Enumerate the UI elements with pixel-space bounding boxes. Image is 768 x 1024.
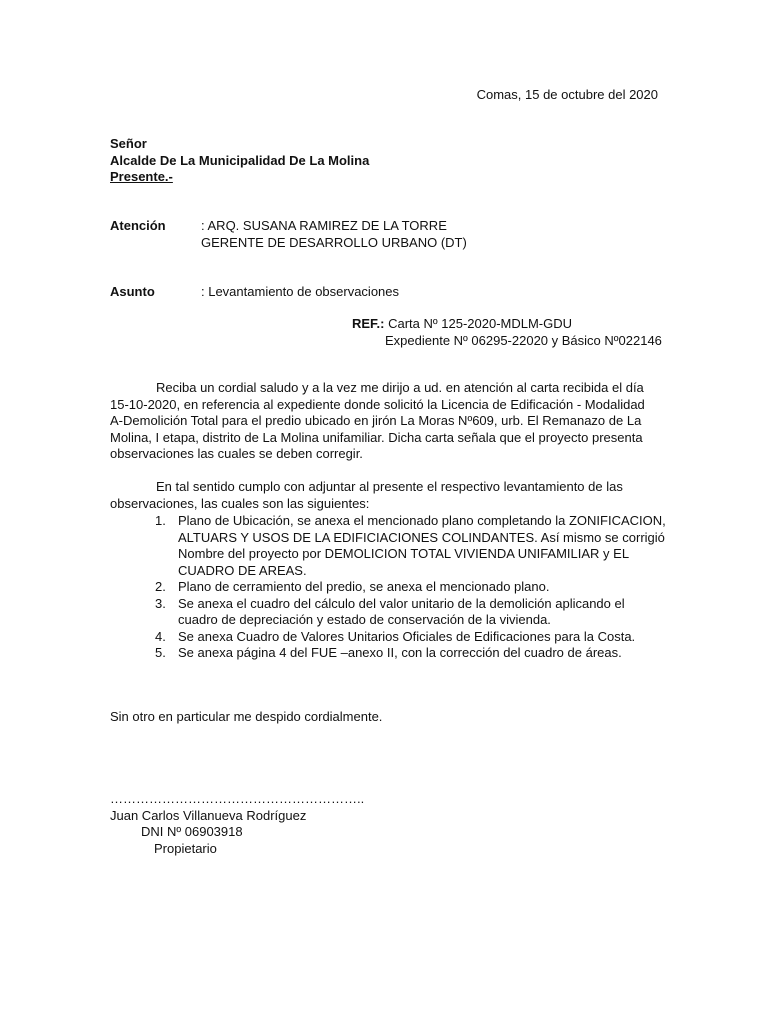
list-item-line: Plano de Ubicación, se anexa el mencionado plano completando la ZONIFICACION,: [178, 513, 666, 528]
list-item: [110, 629, 670, 646]
list-item-number: 5.: [155, 645, 166, 660]
paragraph-line: 15-10-2020, en referencia al expediente donde solicitó la Licencia de Edificación - Modalidad: [110, 396, 645, 412]
list-item-line: Se anexa página 4 del FUE –anexo II, con la corrección del cuadro de áreas.: [178, 645, 622, 660]
list-item-line: CUADRO DE AREAS.: [178, 562, 307, 578]
list-item-line: cuadro de depreciación y estado de conservación de la vivienda.: [178, 612, 551, 627]
reference-label: REF.:: [352, 316, 385, 331]
observations-list: [110, 513, 670, 662]
letter-date: Comas, 15 de octubre del 2020: [476, 87, 658, 102]
list-item-line: Se anexa el cuadro del cálculo del valor unitario de la demolición aplicando el: [178, 595, 625, 611]
paragraph-line: observaciones, las cuales son las siguientes:: [110, 495, 370, 511]
reference-line-1: [352, 316, 662, 333]
recipient-name: Alcalde De La Municipalidad De La Molina: [110, 152, 370, 168]
signature-block: [110, 791, 364, 857]
recipient-block: [110, 136, 369, 186]
list-item-line: ALTUARS Y USOS DE LA EDIFICIACIONES COLINDANTES. Así mismo se corrigió: [178, 529, 665, 545]
list-item-number: 3.: [155, 595, 166, 611]
list-item: [110, 645, 670, 662]
paragraph-line: Molina, I etapa, distrito de La Molina unifamiliar. Dicha carta señala que el proyecto presenta: [110, 429, 643, 445]
body-paragraph-1: [110, 380, 660, 463]
attention-line: GERENTE DE DESARROLLO URBANO (DT): [201, 234, 467, 250]
subject-label: Asunto: [110, 284, 155, 299]
recipient-salutation: Señor: [110, 136, 147, 151]
list-item-number: 4.: [155, 628, 166, 644]
list-item-number: 1.: [155, 513, 166, 528]
list-item: [110, 579, 670, 596]
closing-text: Sin otro en particular me despido cordialmente.: [110, 709, 383, 724]
signature-line: …………………………………………………..: [110, 791, 365, 806]
signature-name: Juan Carlos Villanueva Rodríguez: [110, 807, 307, 823]
attention-value: [201, 218, 467, 251]
signature-dni: DNI Nº 06903918: [141, 824, 243, 839]
recipient-presente: Presente.-: [110, 169, 173, 184]
attention-line: : ARQ. SUSANA RAMIREZ DE LA TORRE: [201, 218, 447, 233]
list-item-line: Nombre del proyecto por DEMOLICION TOTAL VIVIENDA UNIFAMILIAR y EL: [178, 546, 630, 561]
reference-letter: Carta Nº 125-2020-MDLM-GDU: [384, 316, 573, 331]
reference-block: [352, 316, 662, 349]
attention-label: Atención: [110, 218, 166, 233]
list-item-line: Se anexa Cuadro de Valores Unitarios Oficiales de Edificaciones para la Costa.: [178, 628, 636, 644]
list-item: [110, 596, 670, 629]
paragraph-line: En tal sentido cumplo con adjuntar al presente el respectivo levantamiento de las: [156, 479, 623, 494]
list-item-line: Plano de cerramiento del predio, se anexa el mencionado plano.: [178, 579, 550, 594]
list-item-number: 2.: [155, 579, 166, 594]
paragraph-line: A-Demolición Total para el predio ubicado en jirón La Moras Nº609, urb. El Remanazo de La: [110, 413, 642, 428]
signature-role: Propietario: [154, 840, 217, 856]
reference-line-2: Expediente Nº 06295-22020 y Básico Nº022146: [385, 332, 662, 348]
body-paragraph-2: [110, 479, 660, 512]
paragraph-line: observaciones las cuales se deben corregir.: [110, 446, 363, 461]
paragraph-line: Reciba un cordial saludo y a la vez me dirijo a ud. en atención al carta recibida el día: [156, 380, 644, 395]
list-item: [110, 513, 670, 579]
subject-value: : Levantamiento de observaciones: [201, 284, 400, 299]
